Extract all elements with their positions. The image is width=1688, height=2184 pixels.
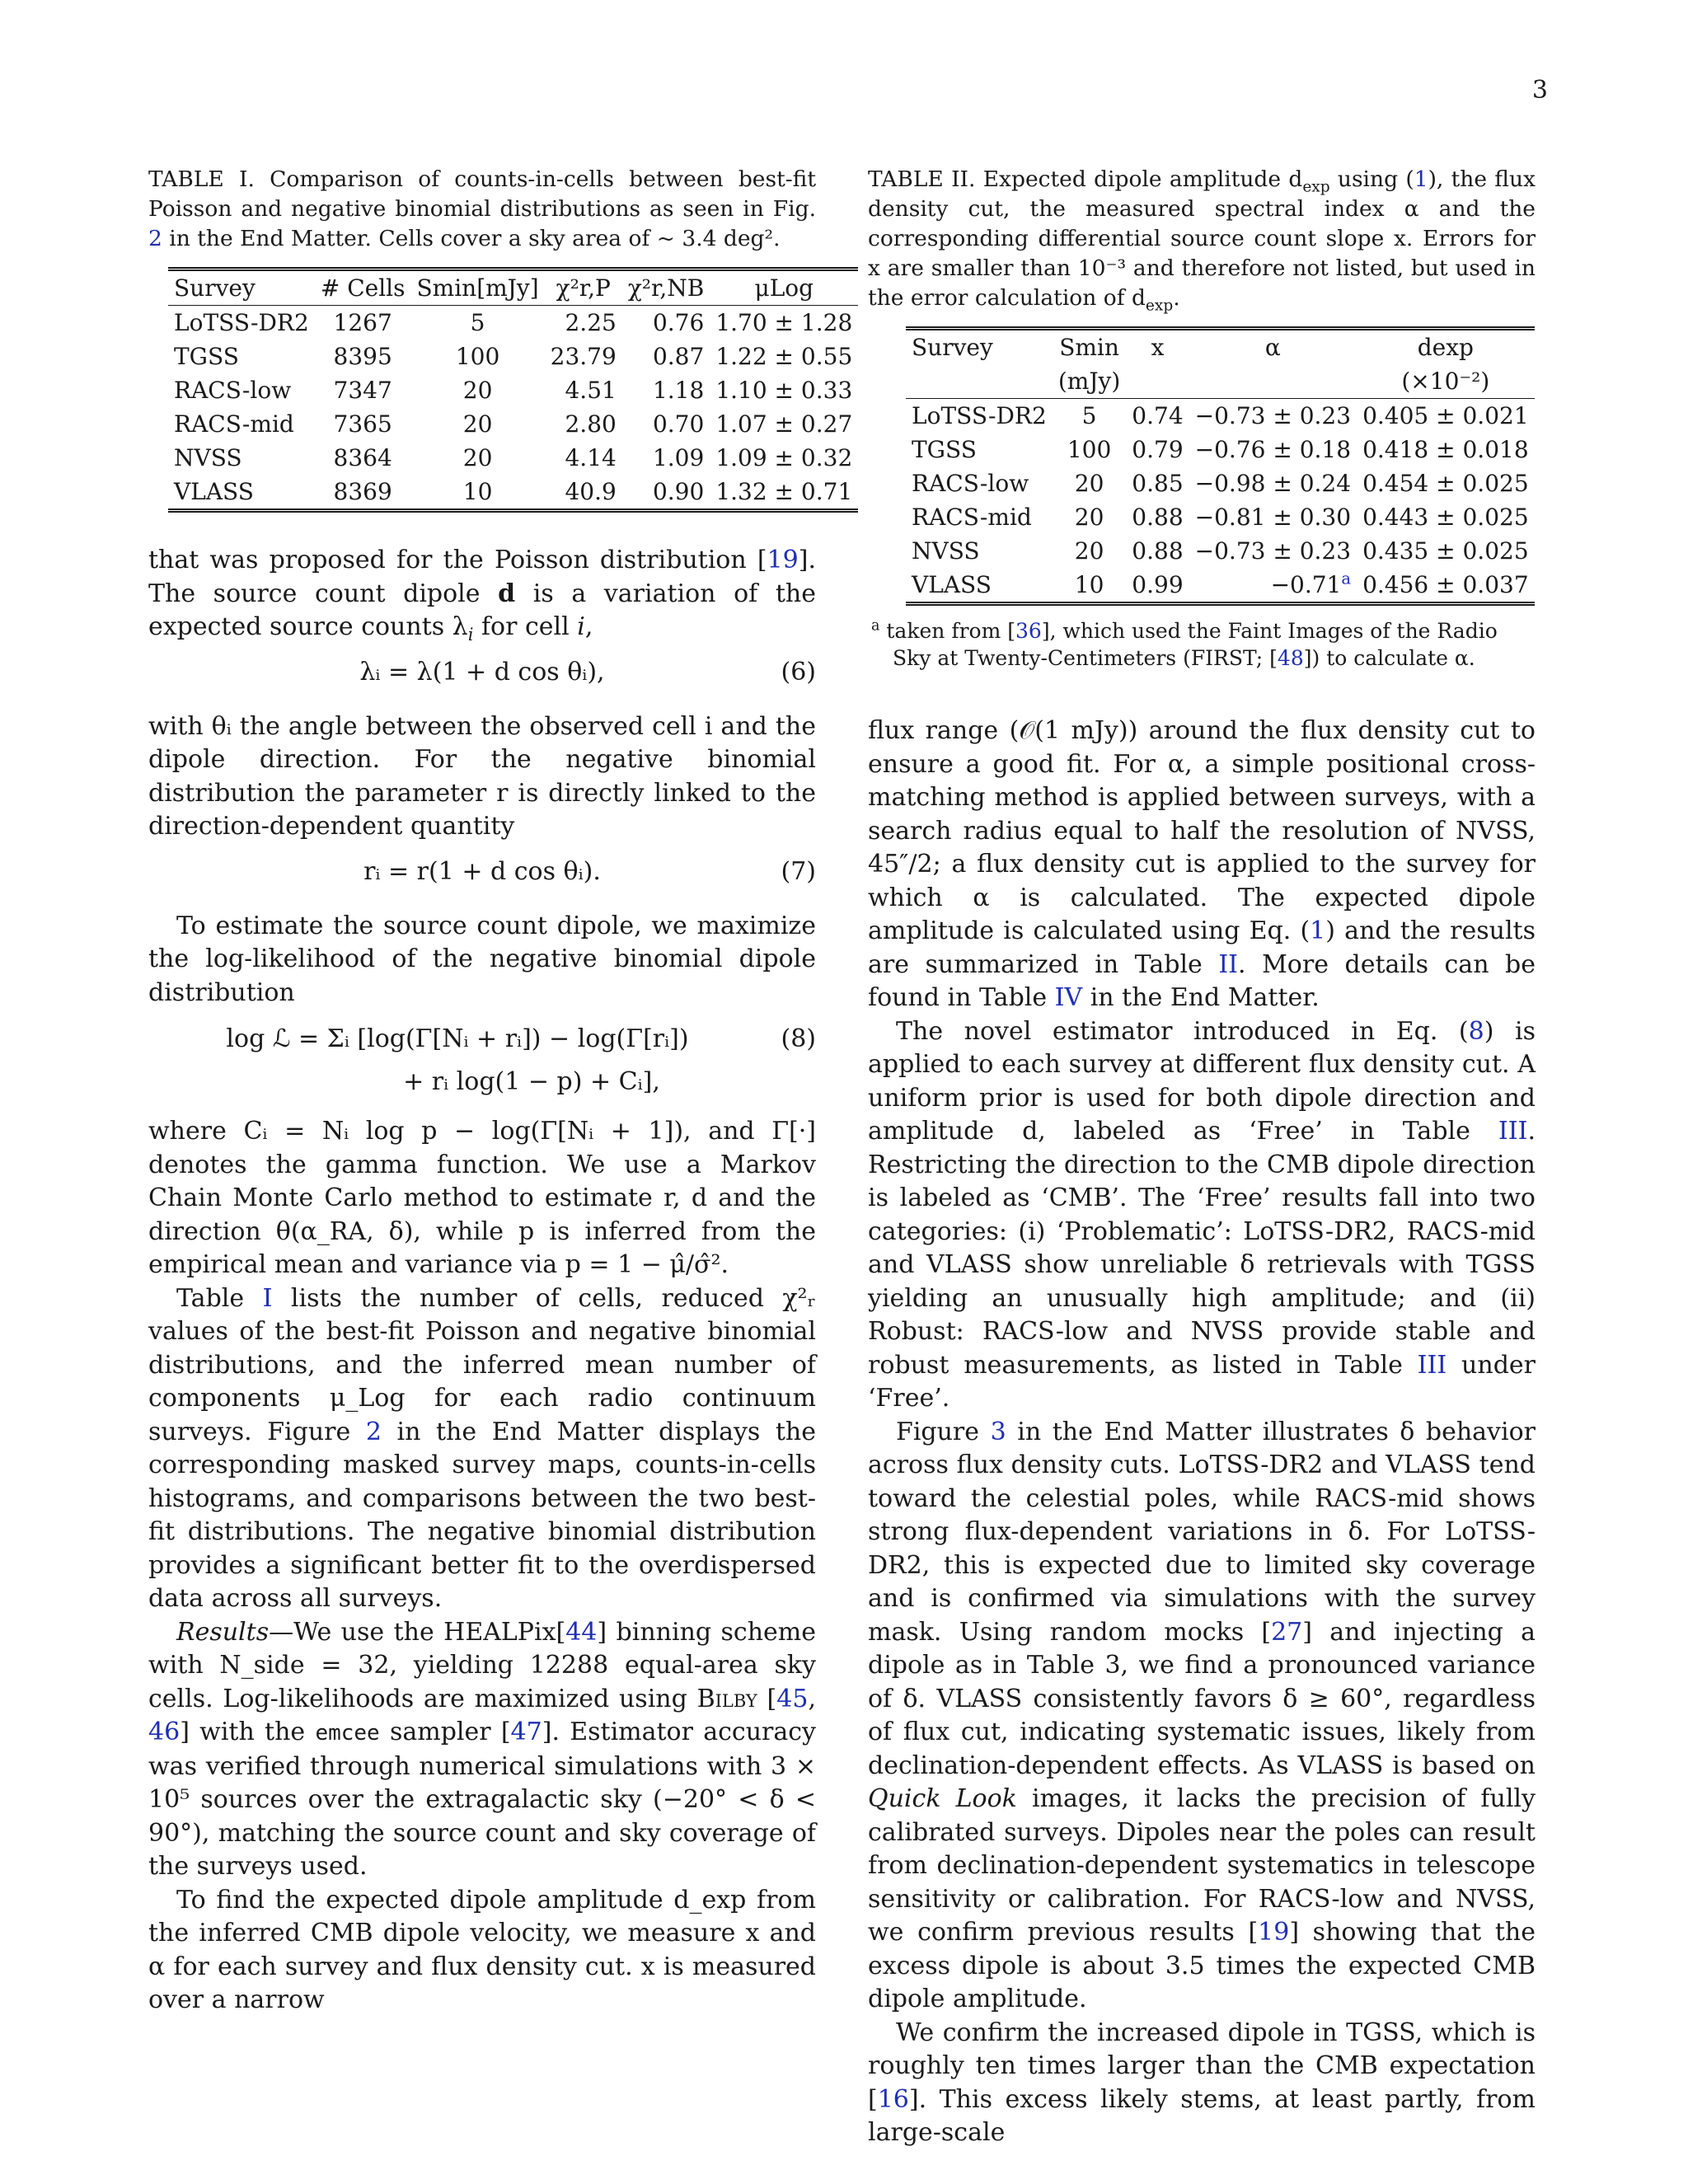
table2-header <box>1126 364 1189 399</box>
table-cell: 20 <box>1074 470 1104 497</box>
ref-link[interactable]: 46 <box>148 1718 181 1746</box>
table1-caption: TABLE I. Comparison of counts-in-cells between best-fit Poisson and negative binomial distributions as seen in Fig. 2 in the End Matter. Cells cover a sky area of ~ 3.4 deg². <box>148 166 816 251</box>
ref-link[interactable]: 44 <box>565 1617 598 1647</box>
table-cell: 0.74 <box>1132 402 1184 429</box>
paragraph: Table I lists the number of cells, reduced χ²ᵣ values of the best-fit Poisson and negative binomial distributions, and the inferred mean number of components μ_Log for each radio continuum surveys. Figure 2 in the End Matter displays the corresponding masked survey maps, counts-in-cells histograms, and comparisons between the two best-fit distributions. The negative binomial distribution provides a significant better fit to the overdispersed data across all surveys. <box>148 1283 816 1613</box>
ref-link[interactable]: III <box>1498 1117 1528 1146</box>
table-cell: 10 <box>1053 568 1126 604</box>
ref-link[interactable]: 48 <box>1277 646 1304 670</box>
ref-link[interactable]: 45 <box>776 1684 809 1713</box>
table1-header: χ²r,NB <box>622 269 710 306</box>
table2-header: dexp <box>1357 329 1535 365</box>
table-cell: VLASS <box>168 475 315 511</box>
table-cell: 1267 <box>333 309 392 336</box>
table-cell: 2.80 <box>565 410 617 438</box>
table-cell: 0.456 ± 0.037 <box>1357 568 1535 604</box>
table-cell: TGSS <box>174 343 239 370</box>
table2-header <box>906 364 1053 399</box>
equation-6: λᵢ = λ(1 + d cos θᵢ), (6) <box>359 657 816 687</box>
table-cell: 0.88 <box>1132 504 1184 531</box>
table2-footnote: $^a$ taken from [36], which used the Faint Images of the Radio Sky at Twenty-Centimeters (FIRST; [48]) to calculate α. <box>871 617 1498 670</box>
table1 <box>168 267 858 513</box>
table-cell: 0.88 <box>1132 537 1184 565</box>
table2-body <box>906 399 1535 604</box>
table-cell: RACS-mid <box>174 410 294 438</box>
table2 <box>906 326 1535 606</box>
table-cell: 5 <box>1081 402 1097 429</box>
table-cell: 2.25 <box>565 309 617 336</box>
table-cell: 20 <box>1074 537 1104 565</box>
ref-link[interactable]: 36 <box>1015 619 1042 643</box>
table-cell: −0.81 ± 0.30 <box>1194 504 1352 531</box>
table-cell: 0.76 <box>652 309 705 336</box>
table-cell: 20 <box>1074 504 1104 531</box>
table-cell: 40.9 <box>545 475 622 511</box>
table-cell: −0.73 ± 0.23 <box>1194 402 1352 429</box>
table-cell: −0.73 ± 0.23 <box>1194 537 1352 565</box>
table-row <box>906 466 1535 500</box>
table-cell: 1.70 ± 1.28 <box>715 309 853 336</box>
table1-header: χ²r,P <box>545 269 622 306</box>
table-cell: 4.51 <box>565 377 617 404</box>
equation-8: log ℒ = Σᵢ [log(Γ[Nᵢ + rᵢ]) − log(Γ[rᵢ]) (8) + rᵢ log(1 − p) + Cᵢ], <box>226 1024 816 1096</box>
ref-link[interactable]: 2 <box>148 226 162 251</box>
table-cell: 1.07 ± 0.27 <box>715 410 853 438</box>
table-cell: −0.71$^a$ <box>1189 568 1357 604</box>
equation-7: rᵢ = r(1 + d cos θᵢ). (7) <box>363 856 816 886</box>
table2-header: (mJy) <box>1053 364 1126 399</box>
table-cell: RACS-low <box>912 470 1029 497</box>
table-cell: 100 <box>1067 436 1112 463</box>
paragraph: where Cᵢ = Nᵢ log p − log(Γ[Nᵢ + 1]), and Γ[·] denotes the gamma function. We use a Markov Chain Monte Carlo method to estimate r, d and the direction θ(α_RA, δ), while p is inferred from the empirical mean and variance via p = 1 − μ̂/σ̂². <box>148 1117 816 1279</box>
table-cell: 7347 <box>333 377 392 404</box>
left-column <box>148 165 853 2018</box>
table-cell: NVSS <box>174 444 242 471</box>
paragraph: that was proposed for the Poisson distribution [19]. The source count dipole d is a variation of the expected source counts $\lambda_i$ for cell i, <box>148 546 816 644</box>
ref-link[interactable]: 27 <box>1271 1617 1303 1647</box>
table1-header: Survey <box>168 269 315 306</box>
table-cell: 10 <box>410 475 544 511</box>
table-cell: NVSS <box>912 537 980 565</box>
table-cell: 0.79 <box>1132 436 1184 463</box>
table-row <box>906 399 1535 434</box>
ref-link[interactable]: I <box>262 1283 273 1313</box>
table2-header: Smin <box>1053 329 1126 365</box>
table-cell: 0.99 <box>1126 568 1189 604</box>
paragraph: flux range (𝒪(1 mJy)) around the flux density cut to ensure a good fit. For α, a simple positional cross-matching method is applied between surveys, with a search radius equal to half the resolution of NVSS, 45″/2; a flux density cut is applied to the survey for which α is calculated. The expected dipole amplitude is calculated using Eq. (1) and the results are summarized in Table II. More details can be found in Table IV in the End Matter. <box>868 716 1536 1012</box>
paragraph: We confirm the increased dipole in TGSS, which is roughly ten times larger than the CMB expectation [16]. This excess likely stems, at least partly, from large-scale <box>868 2018 1536 2147</box>
table2-caption: TABLE II. Expected dipole amplitude $d_{exp}$ using (1), the flux density cut, the measured spectral index α and the corresponding differential source count slope x. Errors for x are smaller than 10⁻³ and therefore not listed, but used in the error calculation of $d_{exp}$. <box>868 166 1536 315</box>
table-row <box>906 534 1535 568</box>
table-cell: VLASS <box>906 568 1053 604</box>
ref-link[interactable]: 2 <box>365 1417 382 1446</box>
table-row <box>168 340 858 373</box>
table-cell: LoTSS-DR2 <box>912 402 1047 429</box>
table-cell: 20 <box>462 377 493 404</box>
table-row <box>168 407 858 441</box>
ref-link[interactable]: 8 <box>1468 1016 1484 1046</box>
table-cell: TGSS <box>912 436 977 463</box>
ref-link[interactable]: III <box>1417 1350 1447 1380</box>
table-cell: −0.98 ± 0.24 <box>1194 470 1352 497</box>
ref-link[interactable]: 47 <box>510 1718 542 1746</box>
ref-link[interactable]: 1 <box>1414 166 1428 192</box>
table-cell: 0.454 ± 0.025 <box>1362 470 1529 497</box>
ref-link[interactable]: 1 <box>1310 916 1326 945</box>
table-cell: 8369 <box>315 475 411 511</box>
table-row <box>168 441 858 475</box>
ref-link[interactable]: 19 <box>767 546 799 574</box>
table-cell: 0.85 <box>1132 470 1184 497</box>
paragraph: To estimate the source count dipole, we maximize the log-likelihood of the negative binomial dipole distribution <box>148 911 816 1007</box>
table1-header: μLog <box>710 269 858 306</box>
table-cell: 4.14 <box>565 444 617 471</box>
ref-link[interactable]: II <box>1218 949 1239 979</box>
table2-header: (×10⁻²) <box>1357 364 1535 399</box>
paragraph: To find the expected dipole amplitude d_exp from the inferred CMB dipole velocity, we measure x and α for each survey and flux density cut. x is measured over a narrow <box>148 1885 816 2014</box>
ref-link[interactable]: 19 <box>1258 1918 1290 1947</box>
table-cell: LoTSS-DR2 <box>174 309 309 336</box>
ref-link[interactable]: 3 <box>990 1417 1006 1446</box>
right-column <box>868 165 1536 2150</box>
table-cell: 8395 <box>333 343 392 370</box>
table-row <box>906 568 1535 604</box>
table-cell: 20 <box>462 444 493 471</box>
table-cell: 1.10 ± 0.33 <box>715 377 853 404</box>
page-number: 3 <box>1531 76 1548 105</box>
table-cell: 0.435 ± 0.025 <box>1362 537 1529 565</box>
table-cell: RACS-low <box>174 377 292 404</box>
table-cell: 20 <box>462 410 493 438</box>
table-cell: 7365 <box>333 410 392 438</box>
table-cell: 1.22 ± 0.55 <box>715 343 853 370</box>
table-row <box>906 500 1535 534</box>
ref-link[interactable]: 16 <box>877 2084 909 2114</box>
table-cell: 5 <box>470 309 485 336</box>
table-cell: 100 <box>455 343 500 370</box>
table-cell: 0.443 ± 0.025 <box>1362 504 1529 531</box>
table2-header: Survey <box>906 329 1053 365</box>
ref-link[interactable]: IV <box>1054 983 1083 1012</box>
paragraph: with θᵢ the angle between the observed cell i and the dipole direction. For the negative binomial distribution the parameter r is directly linked to the direction-dependent quantity <box>148 711 816 841</box>
paragraph: Figure 3 in the End Matter illustrates δ behavior across flux density cuts. LoTSS-DR2 and VLASS tend toward the celestial poles, while RACS-mid shows strong flux-dependent variations in δ. For LoTSS-DR2, this is expected due to limited sky coverage and is confirmed via simulations with the survey mask. Using random mocks [27] and injecting a dipole as in Table 3, we find a pronounced variance of δ. VLASS consistently favors δ ≥ 60°, regardless of flux cut, indicating systematic issues, likely from declination-dependent effects. As VLASS is based on Quick Look images, it lacks the precision of fully calibrated surveys. Dipoles near the poles can result from declination-dependent systematics in telescope sensitivity or calibration. For RACS-low and NVSS, we confirm previous results [19] showing that the excess dipole is about 3.5 times the expected CMB dipole amplitude. <box>868 1417 1536 2013</box>
table-cell: 1.09 <box>652 444 705 471</box>
table-cell: 0.90 <box>622 475 710 511</box>
table-cell: −0.76 ± 0.18 <box>1194 436 1352 463</box>
footnote-marker[interactable]: a <box>1341 569 1352 588</box>
table-cell: 23.79 <box>550 343 617 370</box>
paragraph: The novel estimator introduced in Eq. (8) is applied to each survey at different flux density cut. A uniform prior is used for both dipole direction and amplitude d, labeled as ‘Free’ in Table III. Restricting the direction to the CMB dipole direction is labeled as ‘CMB’. The ‘Free’ results fall into two categories: (i) ‘Problematic’: LoTSS-DR2, RACS-mid and VLASS show unreliable δ retrievals with TGSS yielding an unusually high amplitude; and (ii) Robust: RACS-low and NVSS provide stable and robust measurements, as listed in Table III under ‘Free’. <box>868 1016 1536 1413</box>
table-cell: RACS-mid <box>912 504 1032 531</box>
table-cell: 1.32 ± 0.71 <box>710 475 858 511</box>
table-cell: 0.70 <box>652 410 705 438</box>
table-row <box>906 433 1535 466</box>
table-row <box>168 373 858 407</box>
table-row <box>168 475 858 511</box>
table-cell: 0.418 ± 0.018 <box>1362 436 1529 463</box>
table1-header: Smin[mJy] <box>410 269 544 306</box>
table-cell: 1.09 ± 0.32 <box>715 444 853 471</box>
table-cell: 0.405 ± 0.021 <box>1362 402 1529 429</box>
table2-header: α <box>1189 329 1357 365</box>
table-cell: 0.87 <box>652 343 705 370</box>
table2-header <box>1189 364 1357 399</box>
table2-header: x <box>1126 329 1189 365</box>
table-cell: 1.18 <box>652 377 705 404</box>
table-cell: 8364 <box>333 444 392 471</box>
paragraph: Results—We use the HEALPix[44] binning scheme with N_side = 32, yielding 12288 equal-area sky cells. Log-likelihoods are maximized using Bilby [45, 46] with the emcee sampler [47]. Estimator accuracy was verified through numerical simulations with 3 × 10⁵ sources over the extragalactic sky (−20° < δ < 90°), matching the source count and sky coverage of the surveys used. <box>148 1617 817 1881</box>
table1-body <box>168 306 858 511</box>
table1-header: # Cells <box>315 269 411 306</box>
table-row <box>168 306 858 340</box>
